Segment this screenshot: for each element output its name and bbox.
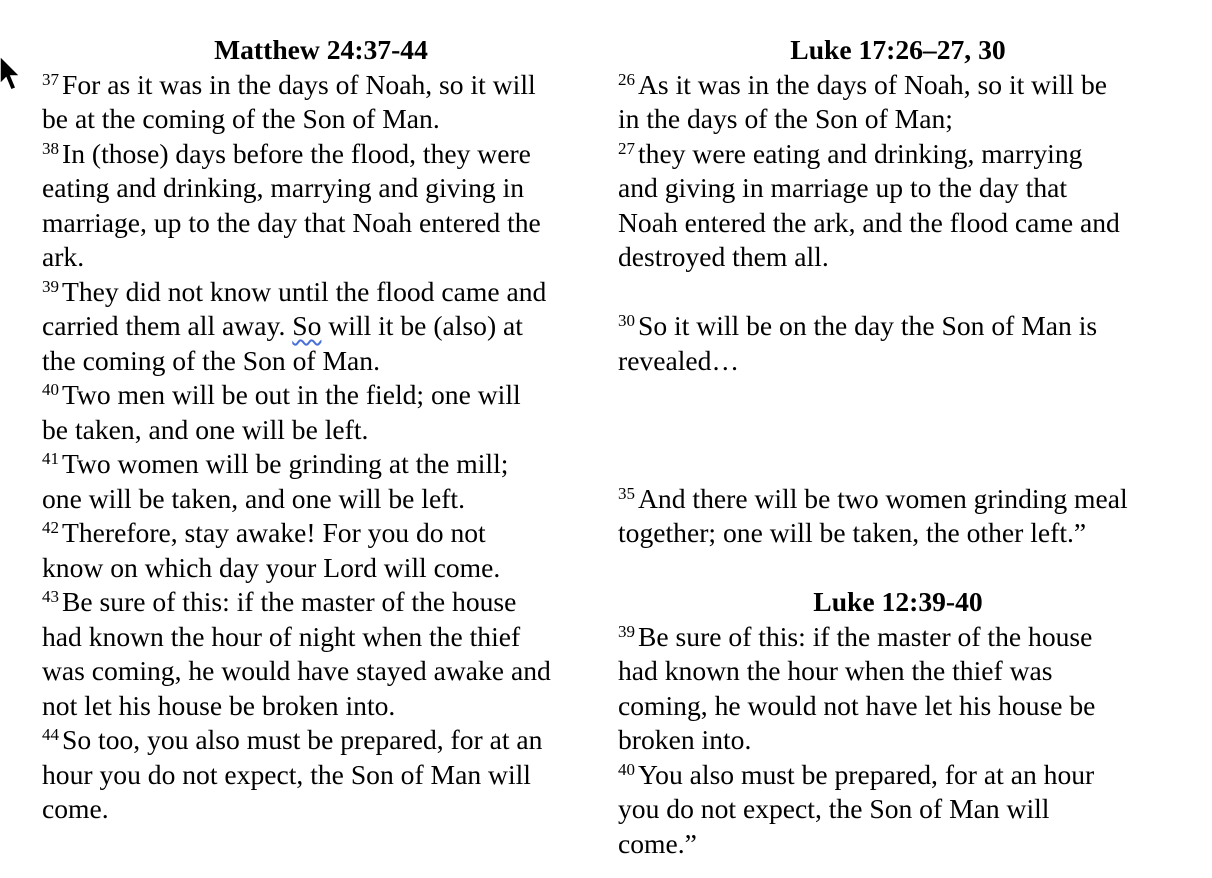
verse-text: you do not expect, the Son of Man will — [618, 793, 1050, 824]
matthew-verse-44 — [42, 723, 612, 827]
verse-text: will it be (also) at — [321, 310, 523, 341]
verse-text: they were eating and drinking, marrying — [638, 137, 1083, 169]
verse-number: 35 — [618, 483, 635, 503]
verse-text: Be sure of this: if the master of the house — [638, 620, 1093, 652]
verse-text: For as it was in the days of Noah, so it will — [62, 68, 536, 100]
luke-column — [618, 33, 1198, 861]
verse-text: coming, he would not have let his house be — [618, 689, 1096, 721]
verse-text: had known the hour when the thief was — [618, 655, 1053, 686]
verse-text: and giving in marriage up to the day that — [618, 172, 1068, 203]
verse-number: 37 — [42, 69, 59, 89]
verse-text: Be sure of this: if the master of the house — [62, 586, 517, 617]
verse-number: 42 — [42, 518, 59, 537]
verse-text: And there will be two women grinding meal — [638, 482, 1128, 514]
matthew-column — [42, 33, 612, 827]
verse-text: They did not know until the flood came and — [62, 275, 547, 307]
blank-line — [618, 551, 1198, 586]
verse-number: 38 — [42, 138, 59, 158]
verse-text: had known the hour of night when the thief — [42, 620, 521, 652]
verse-text: marriage, up to the day that Noah entered the — [42, 206, 541, 238]
verse-text: one will be taken, and one will be left. — [42, 482, 465, 514]
luke17-verse-30 — [618, 309, 1198, 378]
verse-text: hour you do not expect, the Son of Man will — [42, 758, 531, 790]
blank-line — [618, 275, 1198, 310]
verse-text: the coming of the Son of Man. — [42, 344, 380, 376]
verse-text: eating and drinking, marrying and giving in — [42, 172, 525, 203]
verse-text: know on which day your Lord will come. — [42, 551, 501, 583]
luke17-heading: Luke 17:26–27, 30 — [790, 34, 1006, 65]
verse-text: carried them all away. — [42, 310, 293, 341]
verse-number: 44 — [42, 725, 59, 744]
verse-text: Noah entered the ark, and the flood came and — [618, 206, 1120, 238]
luke17-verse-26 — [618, 68, 1198, 137]
verse-text: come. — [42, 793, 109, 824]
verse-number: 40 — [42, 380, 59, 399]
verse-text: ark. — [42, 241, 85, 272]
luke12-verse-39 — [618, 620, 1198, 758]
verse-number: 40 — [618, 759, 635, 779]
spellcheck-flagged-word[interactable]: So — [292, 310, 322, 341]
verse-number: 27 — [618, 138, 635, 158]
luke17-verse-35 — [618, 482, 1198, 551]
verse-text: Two men will be out in the field; one will — [62, 379, 521, 410]
verse-text: be at the coming of the Son of Man. — [42, 103, 440, 134]
luke12-heading: Luke 12:39-40 — [813, 586, 983, 617]
matthew-verse-42 — [42, 516, 612, 585]
verse-text: In (those) days before the flood, they were — [62, 137, 531, 169]
verse-number: 43 — [42, 587, 59, 606]
verse-text: destroyed them all. — [618, 241, 829, 272]
matthew-verse-37 — [42, 68, 612, 137]
verse-text: be taken, and one will be left. — [42, 413, 369, 445]
matthew-verse-41 — [42, 447, 612, 516]
verse-text: Two women will be grinding at the mill; — [62, 448, 509, 479]
blank-line — [618, 413, 1198, 448]
verse-text: broken into. — [618, 724, 752, 755]
verse-text: You also must be prepared, for at an hour — [638, 758, 1095, 790]
verse-text: As it was in the days of Noah, so it will be — [638, 68, 1108, 100]
luke12-verse-40 — [618, 758, 1198, 862]
verse-text: in the days of the Son of Man; — [618, 103, 953, 134]
verse-number: 41 — [42, 449, 59, 468]
verse-text: So too, you also must be prepared, for at an — [62, 724, 543, 755]
matthew-verse-40 — [42, 378, 612, 447]
verse-number: 39 — [42, 276, 59, 296]
matthew-verse-39 — [42, 275, 612, 379]
luke17-verse-27 — [618, 137, 1198, 275]
arrow-cursor-icon — [0, 56, 26, 100]
verse-number: 26 — [618, 69, 635, 89]
verse-number: 39 — [618, 621, 635, 641]
verse-text: So it will be on the day the Son of Man is — [638, 310, 1098, 341]
verse-text: Therefore, stay awake! For you do not — [62, 517, 486, 548]
verse-text: come.” — [618, 827, 697, 859]
matthew-heading: Matthew 24:37-44 — [214, 34, 428, 65]
verse-text: was coming, he would have stayed awake and — [42, 655, 551, 686]
verse-text: revealed… — [618, 344, 740, 376]
verse-text: together; one will be taken, the other left.” — [618, 517, 1087, 548]
matthew-verse-43 — [42, 585, 612, 723]
verse-number: 30 — [618, 311, 635, 330]
matthew-verse-38 — [42, 137, 612, 275]
blank-line — [618, 378, 1198, 413]
verse-text: not let his house be broken into. — [42, 689, 396, 721]
blank-line — [618, 447, 1198, 482]
